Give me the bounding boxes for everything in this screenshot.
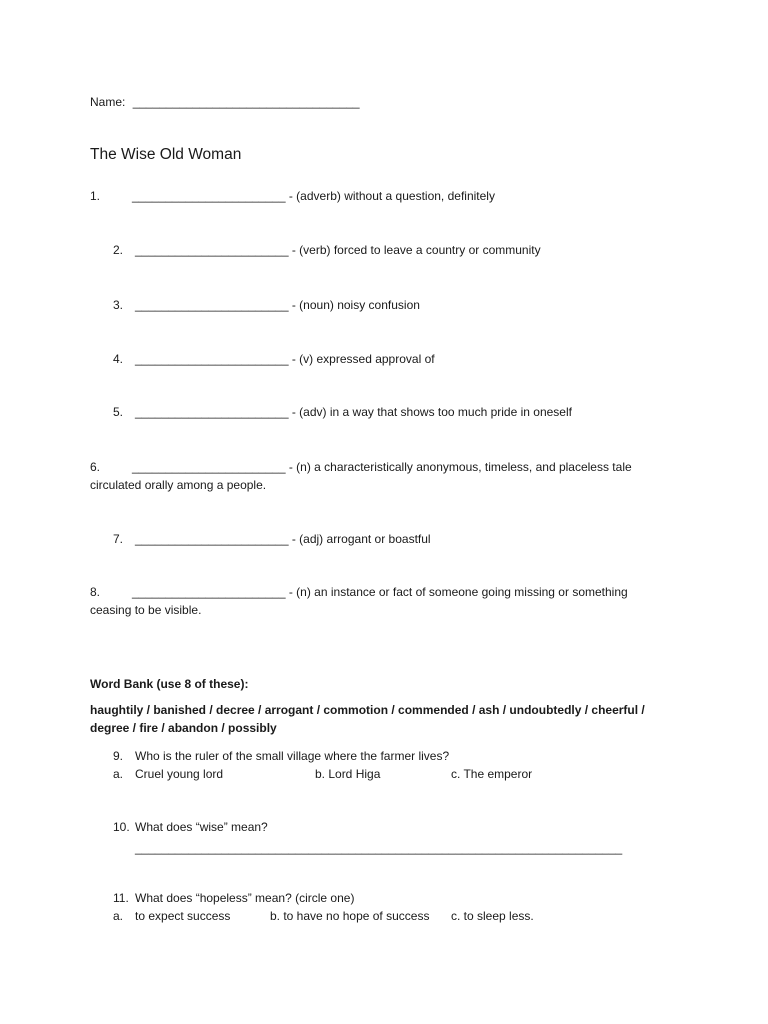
question-text: What does “wise” mean? [135, 820, 268, 834]
vocab-number: 1. [90, 189, 101, 203]
question-9-options [113, 765, 223, 783]
vocab-item-7 [113, 530, 431, 548]
vocab-number: 7. [113, 532, 124, 546]
option-c: c. to sleep less. [451, 909, 534, 923]
vocab-blank: _______________________ [135, 352, 289, 366]
name-blank: __________________________________ [132, 95, 360, 109]
vocab-definition: - (n) an instance or fact of someone going missing or something [288, 585, 628, 599]
word-bank-words: haughtily / banished / decree / arrogant / commotion / commended / ash / undoubtedly / cheerful / [90, 703, 645, 717]
vocab-number: 2. [113, 243, 124, 257]
vocab-number: 4. [113, 352, 124, 366]
question-9 [113, 747, 449, 765]
vocab-definition: - (adj) arrogant or boastful [291, 532, 431, 546]
question-number: 10. [113, 820, 130, 834]
vocab-definition-continued: circulated orally among a people. [90, 478, 267, 492]
vocab-definition-continued: ceasing to be visible. [90, 603, 202, 617]
vocab-definition: - (adv) in a way that shows too much pride in oneself [291, 405, 572, 419]
vocab-definition: - (n) a characteristically anonymous, timeless, and placeless tale [288, 460, 632, 474]
question-11-options [113, 907, 230, 925]
vocab-blank: _______________________ [135, 405, 289, 419]
option-a: Cruel young lord [135, 767, 224, 781]
question-10 [113, 818, 268, 836]
option-c: c. The emperor [451, 767, 533, 781]
question-number: 9. [113, 749, 124, 763]
option-letter: a. [113, 909, 124, 923]
option-b: b. to have no hope of success [270, 909, 430, 923]
question-11 [113, 889, 354, 907]
answer-line: _________________________________________________________________________ [135, 841, 623, 855]
word-bank-heading: Word Bank (use 8 of these): [90, 677, 249, 691]
vocab-item-8 [90, 583, 628, 601]
vocab-number: 5. [113, 405, 124, 419]
name-label: Name: [90, 95, 126, 109]
vocab-definition: - (v) expressed approval of [291, 352, 435, 366]
vocab-definition: - (verb) forced to leave a country or community [291, 243, 541, 257]
option-b: b. Lord Higa [315, 767, 381, 781]
vocab-item-6 [90, 458, 632, 476]
worksheet-title: The Wise Old Woman [90, 146, 242, 163]
vocab-number: 3. [113, 298, 124, 312]
vocab-blank: _______________________ [135, 243, 289, 257]
vocab-number: 6. [90, 460, 101, 474]
vocab-blank: _______________________ [135, 532, 289, 546]
option-letter: a. [113, 767, 124, 781]
vocab-number: 8. [90, 585, 101, 599]
question-text: Who is the ruler of the small village where the farmer lives? [135, 749, 450, 763]
vocab-blank: _______________________ [132, 585, 286, 599]
vocab-blank: _______________________ [132, 460, 286, 474]
name-row [90, 93, 360, 111]
question-number: 11. [113, 891, 129, 905]
vocab-definition: - (noun) noisy confusion [291, 298, 420, 312]
option-a: to expect success [135, 909, 231, 923]
vocab-blank: _______________________ [132, 189, 286, 203]
vocab-blank: _______________________ [135, 298, 289, 312]
vocab-definition: - (adverb) without a question, definitely [288, 189, 495, 203]
question-text: What does “hopeless” mean? (circle one) [135, 891, 355, 905]
vocab-item-5 [113, 403, 572, 421]
word-bank-words-continued: degree / fire / abandon / possibly [90, 721, 277, 735]
vocab-item-3 [113, 296, 420, 314]
vocab-item-2 [113, 241, 541, 259]
vocab-item-1 [90, 187, 495, 205]
vocab-item-4 [113, 350, 435, 368]
